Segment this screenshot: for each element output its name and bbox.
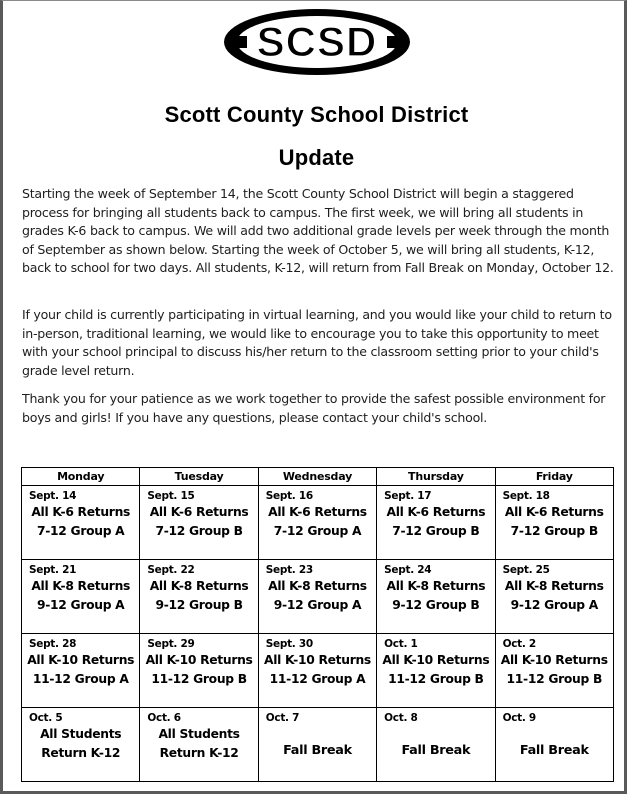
cell-group-line: 11-12 Group A	[269, 672, 366, 686]
cell-group-line: 7-12 Group A	[36, 524, 125, 538]
schedule-day-cell	[140, 708, 258, 782]
cell-grades-line: All K-6 Returns	[149, 505, 249, 519]
scsd-logo-icon	[223, 8, 411, 76]
cell-date: Oct. 5	[29, 712, 63, 724]
cell-grades-line: All K-6 Returns	[386, 505, 486, 519]
return-schedule-table	[21, 467, 614, 782]
cell-date: Oct. 9	[502, 712, 536, 724]
cell-grades-line: All K-10 Returns	[27, 653, 135, 667]
schedule-day-cell	[22, 634, 140, 708]
intro-paragraph: Starting the week of September 14, the Scott County School District will begin a staggered process for bringing all students back to campus. The first week, we will bring all students in grades K-6 back to campus. We will add two additional grade levels per week through the month of September as shown below. Starting the week of October 5, we will bring all students, K-12, back to school for two days. All students, K-12, will return from Fall Break on Monday, October 12.	[22, 186, 614, 276]
cell-status: Fall Break	[283, 743, 352, 758]
cell-grades-line: All K-10 Returns	[263, 653, 371, 667]
cell-grades-line: All K-8 Returns	[504, 579, 604, 593]
schedule-header-row	[22, 468, 614, 486]
cell-status: Fall Break	[401, 743, 471, 758]
cell-date: Sept. 24	[384, 564, 432, 576]
schedule-week-row	[22, 486, 614, 560]
schedule-day-cell	[22, 486, 140, 560]
cell-date: Sept. 14	[29, 490, 77, 502]
cell-date: Sept. 25	[502, 564, 550, 576]
logo-text: SCSD	[256, 18, 378, 65]
cell-date: Sept. 30	[265, 638, 313, 650]
cell-date: Sept. 17	[384, 490, 432, 502]
cell-date: Oct. 1	[384, 638, 418, 650]
scsd-oval-logo-icon	[223, 8, 411, 76]
schedule-day-cell	[377, 560, 495, 634]
cell-date: Oct. 7	[265, 712, 300, 724]
schedule-day-cell	[377, 634, 495, 708]
schedule-day-cell	[495, 560, 613, 634]
cell-date: Sept. 29	[147, 638, 195, 650]
cell-group-line: Return K-12	[159, 746, 239, 760]
cell-date: Sept. 18	[502, 490, 550, 502]
schedule-day-cell	[258, 486, 376, 560]
cell-grades-line: All K-8 Returns	[149, 579, 249, 593]
schedule-week-row	[22, 560, 614, 634]
cell-grades-line: All K-6 Returns	[31, 505, 131, 519]
schedule-day-cell	[377, 708, 495, 782]
schedule-day-cell	[495, 486, 613, 560]
day-header-wednesday: Wednesday	[258, 468, 376, 486]
page-title: Scott County School District	[164, 102, 469, 127]
cell-group-line: 9-12 Group B	[392, 598, 480, 612]
day-header-friday: Friday	[495, 468, 613, 486]
cell-grades-line: All K-8 Returns	[386, 579, 486, 593]
schedule-day-cell	[258, 560, 376, 634]
schedule-day-cell	[22, 560, 140, 634]
cell-group-line: 11-12 Group A	[32, 672, 129, 686]
thank-you-paragraph: Thank you for your patience as we work together to provide the safest possible environment for boys and girls! If you have any questions, please contact your child's school.	[22, 391, 606, 425]
cell-grades-line: All K-8 Returns	[268, 579, 367, 593]
cell-date: Sept. 16	[265, 490, 313, 502]
cell-date: Sept. 15	[147, 490, 195, 502]
cell-grades-line: All K-10 Returns	[382, 653, 490, 667]
schedule-day-cell	[258, 708, 376, 782]
cell-group-line: 9-12 Group B	[155, 598, 243, 612]
schedule-day-cell	[140, 634, 258, 708]
cell-grades-line: All K-6 Returns	[504, 505, 604, 519]
cell-group-line: 7-12 Group B	[155, 524, 243, 538]
cell-group-line: 11-12 Group B	[151, 672, 247, 686]
cell-group-line: Return K-12	[41, 746, 121, 760]
cell-grades-line: All K-10 Returns	[145, 653, 253, 667]
virtual-learning-paragraph: If your child is currently participating in virtual learning, and you would like your child to return to in-person, traditional learning, we would like to encourage you to take this opportunity to meet with your school principal to discuss his/her return to the classroom setting prior to your child's grade level return.	[22, 307, 612, 378]
cell-date: Oct. 8	[384, 712, 418, 724]
cell-group-line: 11-12 Group B	[506, 672, 603, 686]
schedule-day-cell	[495, 708, 613, 782]
cell-date: Sept. 23	[265, 564, 313, 576]
day-header-thursday: Thursday	[377, 468, 495, 486]
schedule-week-row	[22, 708, 614, 782]
day-header-monday: Monday	[22, 468, 140, 486]
schedule-day-cell	[140, 486, 258, 560]
page-subtitle: Update	[278, 145, 355, 170]
cell-group-line: 9-12 Group A	[273, 598, 362, 612]
cell-date: Sept. 21	[29, 564, 77, 576]
cell-date: Oct. 2	[502, 638, 536, 650]
cell-status: Fall Break	[519, 743, 589, 758]
cell-grades-line: All K-10 Returns	[500, 653, 608, 667]
cell-group-line: 9-12 Group A	[36, 598, 125, 612]
cell-grades-line: All Students	[40, 727, 122, 741]
day-header-tuesday: Tuesday	[140, 468, 258, 486]
cell-group-line: 7-12 Group B	[510, 524, 598, 538]
schedule-day-cell	[495, 634, 613, 708]
cell-grades-line: All K-6 Returns	[268, 505, 367, 519]
schedule-day-cell	[258, 634, 376, 708]
cell-group-line: 7-12 Group B	[392, 524, 480, 538]
cell-date: Oct. 6	[147, 712, 181, 724]
cell-group-line: 11-12 Group B	[388, 672, 484, 686]
schedule-day-cell	[377, 486, 495, 560]
cell-date: Sept. 28	[29, 638, 77, 650]
cell-group-line: 7-12 Group A	[273, 524, 362, 538]
schedule-day-cell	[140, 560, 258, 634]
cell-date: Sept. 22	[147, 564, 195, 576]
schedule-day-cell	[22, 708, 140, 782]
schedule-week-row	[22, 634, 614, 708]
cell-grades-line: All K-8 Returns	[31, 579, 131, 593]
cell-group-line: 9-12 Group A	[510, 598, 598, 612]
cell-grades-line: All Students	[158, 727, 240, 741]
